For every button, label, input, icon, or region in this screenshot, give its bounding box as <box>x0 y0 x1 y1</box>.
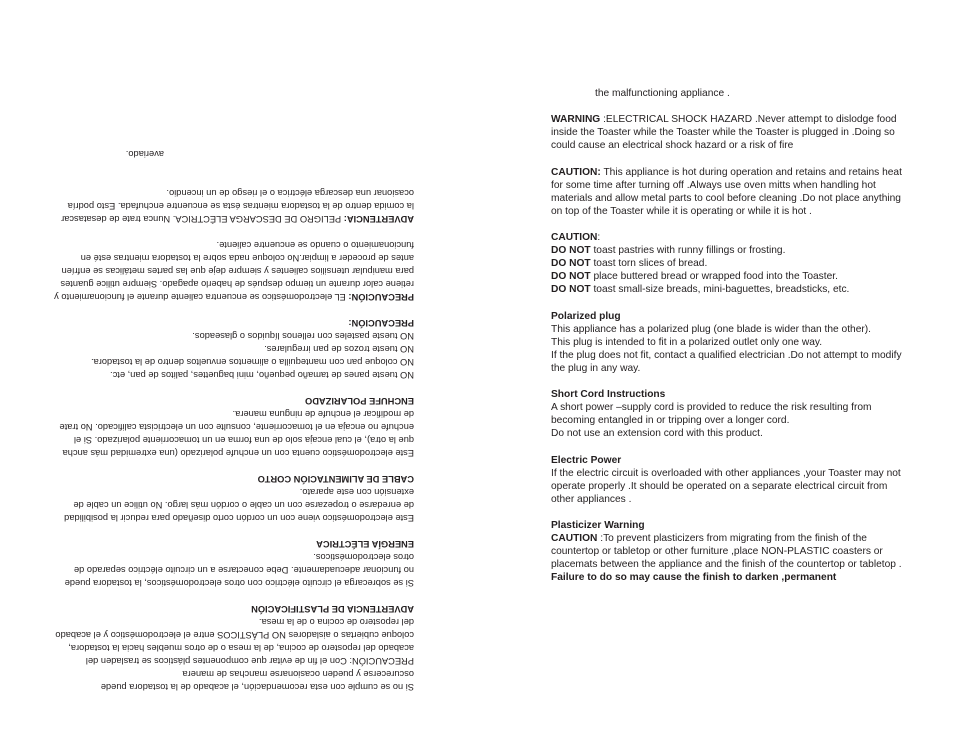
spanish-plastic-heading: ADVERTENCIA DE PLASTIFICACIÓN <box>251 604 414 614</box>
english-power-text: If the electric circuit is overloaded with other appliances ,your Toaster may not operate properly .It should be operated on a separate electrical circuit from other appliances . <box>551 467 901 505</box>
english-plug-heading: Polarized plug <box>551 310 621 322</box>
english-page <box>477 0 954 738</box>
spanish-cord-text: Este electrodoméstico viene con un cordón corto diseñado para reducir la posibilidad de enredarse o tropezarse con un cable o cordón más largo. No utilice un cable de extensión con este aparato. <box>64 487 414 523</box>
english-warning-paragraph: WARNING :ELECTRICAL SHOCK HAZARD .Never attempt to dislodge food inside the Toaster while the Toaster while the Toaster is plugged in .Doing so could cause an electrical shock hazard or a risk of fire <box>551 114 897 152</box>
spanish-power-text: Si se sobrecarga el circuito eléctrico con otros electrodomésticos, la tostadora puede no funcionar adecuadamente. Debe conectarse a un circuito eléctrico separado de otros electrodomésticos. <box>64 552 414 588</box>
english-top-fragment: the malfunctioning appliance . <box>595 88 730 99</box>
english-caution-item: DO NOT place buttered bread or wrapped food into the Toaster. <box>551 271 838 283</box>
english-caution-paragraph: CAUTION: This appliance is hot during operation and retains and retains heat for some time after turning off .Always use oven mitts when handling hot materials and allow metal parts to cool before cleaning .Do not place anything on top of the Toaster while it is operating or while it is hot . <box>551 166 902 217</box>
english-cord-line: Do not use an extension cord with this product. <box>551 428 763 440</box>
spanish-caution-paragraph: PRECAUCIÓN: EL electrodoméstico se encuentra caliente durante el funcionamiento y retiene calor durante un tiempo después de haberlo apagado. Siempre utilice guantes para manipular utensilios calientes y siempre deje que las partes metálicas se enfríen antes de proceder a limpiar.No coloque nada sobre la tostadora mientras esté en funcionamiento o cuando se encuentre caliente. <box>54 240 414 302</box>
english-plug-line: This plug is intended to fit in a polarized outlet only one way. <box>551 336 823 348</box>
spanish-plug-text: Este electrodoméstico cuenta con un enchufe polarizado (una extremidad más ancha que la otra), el cual encaja solo de una forma en un tomacorriente polarizado. Si el enchufe no encaja en el tomacorriente, consulte con un electricista calificado. No trate de modificar el enchufe de ninguna manera. <box>59 409 414 458</box>
english-plastic-heading: Plasticizer Warning <box>551 520 645 532</box>
spanish-caution-item: NO coloque pan con mantequilla o alimentos envueltos dentro de la tostadora. <box>90 357 414 367</box>
english-text-block <box>551 87 906 585</box>
spanish-power-heading: ENERGÍA ELÉCTRICA <box>316 539 414 549</box>
spanish-caution2-heading: PRECAUCIÓN: <box>348 318 414 328</box>
english-caution-item: DO NOT toast pastries with runny fillings or frosting. <box>551 245 786 257</box>
english-caution2-heading: CAUTION: <box>551 232 601 244</box>
spanish-caution-item: NO tueste pasteles con rellenos líquidos o glaseados. <box>192 331 414 341</box>
english-caution-item: DO NOT toast small-size breads, mini-baguettes, breadsticks, etc. <box>551 284 850 296</box>
english-plug-line: If the plug does not fit, contact a qualified electrician .Do not attempt to modify the plug in any way. <box>551 349 902 374</box>
spanish-warning-paragraph: ADVERTENCIA: PELIGRO DE DESCARGA ELÉCTRICA. Nunca trate de desatascar la comida dentro de la tostadora mientras ésta se encuentre enchufada. Esto podría ocasionar una descarga eléctrica o el riesgo de un incendio. <box>61 188 414 224</box>
english-cord-heading: Short Cord Instructions <box>551 389 666 401</box>
spanish-cord-heading: CABLE DE ALIMENTACIÓN CORTO <box>257 474 414 484</box>
spanish-caution-item: NO tueste trozos de pan irregulares. <box>264 344 414 354</box>
spanish-plug-heading: ENCHUFE POLARIZADO <box>305 396 414 406</box>
spanish-caution-item: NO tueste panes de tamaño pequeño, mini baguettes, palitos de pan, etc. <box>110 370 414 380</box>
spanish-top-fragment: averiado. <box>125 149 164 159</box>
english-cord-line: A short power –supply cord is provided to reduce the risk resulting from becoming entangled in or tripping over a longer cord. <box>551 402 872 427</box>
english-power-heading: Electric Power <box>551 454 622 466</box>
english-caution-item: DO NOT toast torn slices of bread. <box>551 258 708 270</box>
spanish-text-block <box>52 48 414 693</box>
english-plastic-final: Failure to do so may cause the finish to darken ,permanent <box>551 572 837 584</box>
english-plug-line: This appliance has a polarized plug (one blade is wider than the other). <box>551 323 871 335</box>
spanish-plastic-text: PRECAUCIÓN: Con el fin de evitar que componentes plásticos se trasladen del acabado del repostero de cocina, de la mesa o de otros muebles hacia la tostadora, coloque cubiertas o aisladores NO PLÁSTICOS entre el electrodoméstico y el acabado del repostero de cocina o de la mesa. <box>55 617 414 666</box>
spanish-plastic-continuation: Si no se cumple con esta recomendación, el acabado de la tostadora puede oscurecerse y pueden ocasionarse manchas de manera <box>100 669 414 692</box>
english-plastic-text: CAUTION :To prevent plasticizers from migrating from the finish of the countertop or tabletop or other furniture ,place NON-PLASTIC coasters or placemats between the appliance and the finish of the countertop or tabletop . <box>551 533 902 571</box>
